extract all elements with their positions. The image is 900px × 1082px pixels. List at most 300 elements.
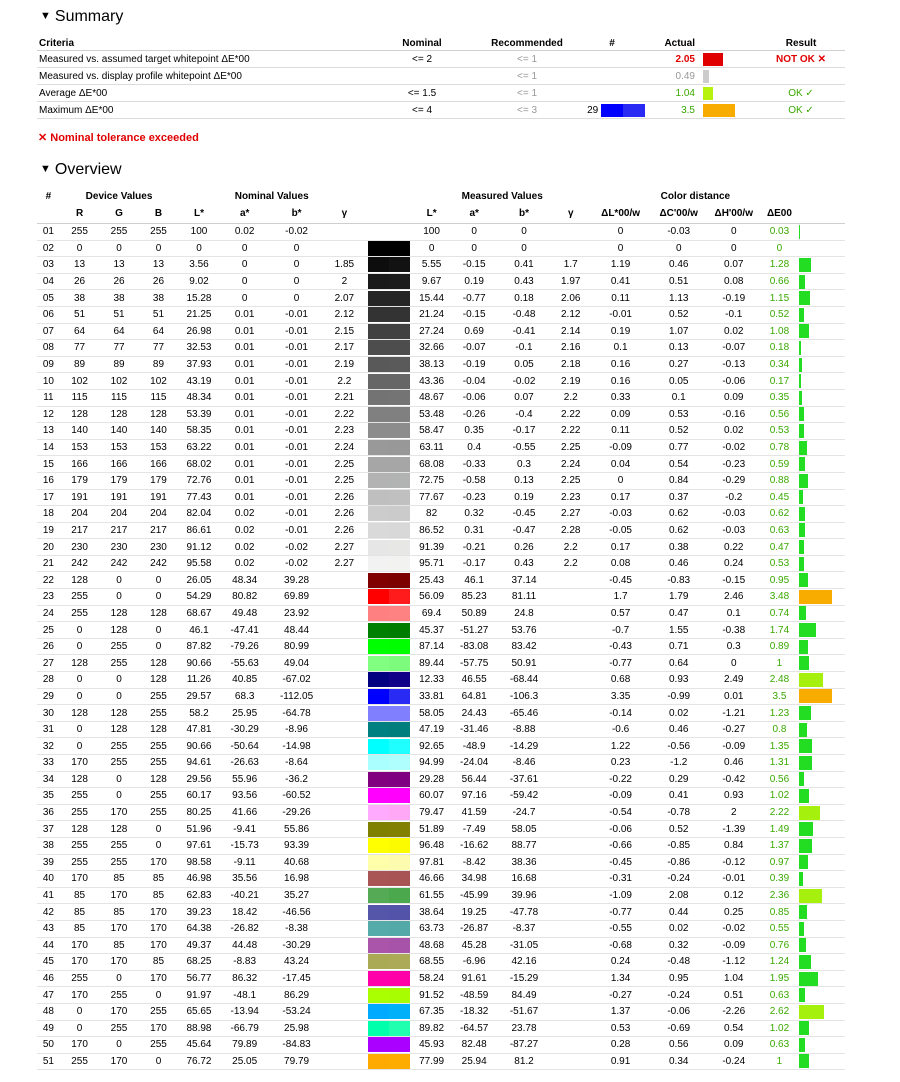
color-swatch-cell — [365, 373, 413, 390]
cell-a: 0 — [220, 290, 270, 307]
cell-mg — [550, 920, 592, 937]
color-swatch — [368, 374, 410, 389]
cell-b: -0.01 — [270, 373, 324, 390]
color-swatch — [368, 324, 410, 339]
cell-dL: -0.54 — [592, 804, 650, 821]
cell-g — [324, 1037, 366, 1054]
delta-e-bar — [799, 474, 807, 488]
cell-L: 58.2 — [178, 705, 220, 722]
table-row — [37, 1003, 845, 1020]
color-swatch-cell — [365, 1037, 413, 1054]
cell-mb: -0.4 — [498, 406, 550, 423]
cell-R: 140 — [60, 423, 99, 440]
cell-dC: 1.55 — [650, 622, 708, 639]
delta-e-bar-cell — [799, 472, 845, 489]
cell-mL: 61.55 — [413, 887, 450, 904]
count-cell — [577, 85, 647, 102]
cell-b: -64.78 — [270, 705, 324, 722]
table-row — [37, 970, 845, 987]
col-header: b* — [498, 203, 550, 224]
cell-dC: 0.02 — [650, 920, 708, 937]
cell-R: 0 — [60, 240, 99, 257]
overview-table — [37, 190, 845, 1070]
cell-G: 128 — [99, 605, 138, 622]
cell-dH: -0.38 — [708, 622, 760, 639]
cell-ma: 0 — [450, 240, 498, 257]
cell-G: 170 — [99, 804, 138, 821]
cell-b: -0.01 — [270, 323, 324, 340]
recommended-header: Recommended — [477, 36, 577, 51]
cell-dH: 0.93 — [708, 788, 760, 805]
cell-dH: -0.09 — [708, 937, 760, 954]
cell-dH: 0.46 — [708, 755, 760, 772]
cell-ma: -45.99 — [450, 887, 498, 904]
cell-dE: 0 — [760, 240, 799, 257]
cell-mb: 0 — [498, 224, 550, 241]
summary-table — [37, 36, 845, 119]
delta-e-bar-cell — [799, 373, 845, 390]
cell-L: 56.77 — [178, 970, 220, 987]
cell-R: 255 — [60, 970, 99, 987]
color-swatch — [368, 357, 410, 372]
cell-ma: -7.49 — [450, 821, 498, 838]
cell-n: 49 — [37, 1020, 60, 1037]
cell-dC: -0.24 — [650, 871, 708, 888]
criteria-header: Criteria — [37, 36, 367, 51]
cell-ma: 25.94 — [450, 1053, 498, 1070]
cell-B: 255 — [139, 1037, 178, 1054]
cell-mg — [550, 987, 592, 1004]
cell-L: 0 — [178, 240, 220, 257]
delta-e-bar-cell — [799, 323, 845, 340]
cell-a: 40.85 — [220, 672, 270, 689]
cell-B: 170 — [139, 854, 178, 871]
cell-n: 30 — [37, 705, 60, 722]
cell-dL: 1.37 — [592, 1003, 650, 1020]
cell-mL: 32.66 — [413, 340, 450, 357]
delta-e-bar-cell — [799, 920, 845, 937]
cell-dC: -1.2 — [650, 755, 708, 772]
cell-ma: 0 — [450, 224, 498, 241]
cell-G: 204 — [99, 506, 138, 523]
cell-G: 255 — [99, 987, 138, 1004]
color-swatch — [368, 706, 410, 721]
delta-e-bar — [799, 673, 823, 687]
cell-L: 94.61 — [178, 755, 220, 772]
cell-dC: 1.79 — [650, 589, 708, 606]
cell-B: 85 — [139, 887, 178, 904]
cell-G: 166 — [99, 456, 138, 473]
cell-dE: 0.63 — [760, 987, 799, 1004]
cell-mb: -0.47 — [498, 522, 550, 539]
cell-mL: 77.67 — [413, 489, 450, 506]
cell-a: 0.02 — [220, 539, 270, 556]
cell-b: -0.01 — [270, 306, 324, 323]
cell-b: 35.27 — [270, 887, 324, 904]
cell-n: 09 — [37, 356, 60, 373]
cell-R: 85 — [60, 887, 99, 904]
cell-dH: -1.12 — [708, 954, 760, 971]
cell-a: -79.26 — [220, 638, 270, 655]
cell-B: 179 — [139, 472, 178, 489]
num-header: # — [45, 191, 52, 202]
color-swatch-cell — [365, 406, 413, 423]
cell-mg — [550, 755, 592, 772]
cell-mL: 9.67 — [413, 273, 450, 290]
col-header: G — [99, 203, 138, 224]
cell-a: 0.01 — [220, 489, 270, 506]
delta-e-bar-cell — [799, 589, 845, 606]
cell-B: 242 — [139, 555, 178, 572]
cell-dC: 0 — [650, 240, 708, 257]
color-swatch-cell — [365, 224, 413, 241]
cell-dC: -0.86 — [650, 854, 708, 871]
cell-a: -66.79 — [220, 1020, 270, 1037]
cell-ma: -8.42 — [450, 854, 498, 871]
cell-L: 68.25 — [178, 954, 220, 971]
cell-ma: -26.87 — [450, 920, 498, 937]
cell-L: 100 — [178, 224, 220, 241]
delta-e-bar-cell — [799, 638, 845, 655]
color-swatch — [368, 838, 410, 853]
cell-b: 25.98 — [270, 1020, 324, 1037]
cell-b: -8.64 — [270, 755, 324, 772]
cell-a: 0 — [220, 257, 270, 274]
cell-R: 128 — [60, 821, 99, 838]
color-swatch-cell — [365, 555, 413, 572]
cell-R: 166 — [60, 456, 99, 473]
count-cell: 29 — [577, 102, 647, 119]
color-swatch-cell — [365, 672, 413, 689]
cell-n: 50 — [37, 1037, 60, 1054]
cell-mL: 48.67 — [413, 389, 450, 406]
cell-a: 79.89 — [220, 1037, 270, 1054]
cell-G: 242 — [99, 555, 138, 572]
cell-G: 115 — [99, 389, 138, 406]
cell-mg: 1.97 — [550, 273, 592, 290]
color-swatch — [368, 606, 410, 621]
cell-dL: 3.35 — [592, 688, 650, 705]
cell-mb: 0.13 — [498, 472, 550, 489]
cell-B: 255 — [139, 755, 178, 772]
cell-dE: 0.53 — [760, 423, 799, 440]
cell-b: -0.02 — [270, 539, 324, 556]
cell-G: 0 — [99, 572, 138, 589]
cell-mb: 24.8 — [498, 605, 550, 622]
cell-b: -60.52 — [270, 788, 324, 805]
cell-n: 22 — [37, 572, 60, 589]
cell-G: 170 — [99, 1003, 138, 1020]
cell-dC: 0.52 — [650, 306, 708, 323]
cell-B: 0 — [139, 572, 178, 589]
summary-section-title[interactable]: ▼ Summary — [40, 8, 124, 25]
color-swatch — [368, 340, 410, 355]
cell-n: 32 — [37, 738, 60, 755]
color-swatch — [368, 672, 410, 687]
cell-dL: 0.09 — [592, 406, 650, 423]
cell-mb: 81.11 — [498, 589, 550, 606]
delta-e-bar-cell — [799, 804, 845, 821]
cell-L: 82.04 — [178, 506, 220, 523]
cell-mb: -59.42 — [498, 788, 550, 805]
table-row — [37, 871, 845, 888]
color-swatch-cell — [365, 1020, 413, 1037]
overview-section-title[interactable]: ▼ Overview — [40, 161, 122, 178]
actual-cell: 1.04 — [647, 85, 697, 102]
cell-L: 3.56 — [178, 257, 220, 274]
cell-dL: 0.19 — [592, 323, 650, 340]
col-header: R — [60, 203, 99, 224]
cell-R: 217 — [60, 522, 99, 539]
cell-ma: -0.15 — [450, 306, 498, 323]
color-swatch — [368, 589, 410, 604]
cell-n: 46 — [37, 970, 60, 987]
cell-n: 34 — [37, 771, 60, 788]
color-swatch — [368, 988, 410, 1003]
cell-L: 48.34 — [178, 389, 220, 406]
cell-mb: -31.05 — [498, 937, 550, 954]
cell-ma: -0.19 — [450, 356, 498, 373]
color-swatch-cell — [365, 273, 413, 290]
delta-e-bar-cell — [799, 555, 845, 572]
color-swatch-cell — [365, 290, 413, 307]
cell-B: 170 — [139, 970, 178, 987]
cell-B: 128 — [139, 655, 178, 672]
cell-B: 255 — [139, 804, 178, 821]
cell-B: 13 — [139, 257, 178, 274]
cell-R: 102 — [60, 373, 99, 390]
col-header: ΔE00 — [760, 203, 799, 224]
cell-b: 69.89 — [270, 589, 324, 606]
cell-dC: 0.29 — [650, 771, 708, 788]
cell-ma: -0.15 — [450, 257, 498, 274]
cell-ma: -0.06 — [450, 389, 498, 406]
table-row — [37, 1053, 845, 1070]
cell-g: 1.85 — [324, 257, 366, 274]
cell-B: 204 — [139, 506, 178, 523]
collapse-triangle-icon[interactable]: ▼ — [40, 10, 51, 22]
cell-a: 0 — [220, 273, 270, 290]
cell-g: 2.2 — [324, 373, 366, 390]
cell-g — [324, 655, 366, 672]
recommended-cell: <= 1 — [477, 68, 577, 85]
cell-ma: -0.07 — [450, 340, 498, 357]
table-row — [37, 804, 845, 821]
cell-ma: 97.16 — [450, 788, 498, 805]
cell-mL: 89.82 — [413, 1020, 450, 1037]
cell-dH: -0.19 — [708, 290, 760, 307]
cell-b: -0.01 — [270, 439, 324, 456]
cell-dL: -0.01 — [592, 306, 650, 323]
table-row — [37, 373, 845, 390]
cell-mb: 37.14 — [498, 572, 550, 589]
cell-mL: 46.66 — [413, 871, 450, 888]
cell-mL: 43.36 — [413, 373, 450, 390]
color-swatch-cell — [365, 705, 413, 722]
cell-mg: 2.2 — [550, 389, 592, 406]
cell-R: 255 — [60, 224, 99, 241]
table-row — [37, 257, 845, 274]
color-swatch — [368, 921, 410, 936]
color-swatch-cell — [365, 506, 413, 523]
cell-n: 20 — [37, 539, 60, 556]
cell-a: -26.82 — [220, 920, 270, 937]
cell-R: 170 — [60, 1037, 99, 1054]
cell-dE: 1.02 — [760, 1020, 799, 1037]
cell-dC: 0.46 — [650, 721, 708, 738]
cell-L: 60.17 — [178, 788, 220, 805]
cell-g: 2.27 — [324, 539, 366, 556]
cell-mg — [550, 224, 592, 241]
cell-dL: 0.16 — [592, 373, 650, 390]
cell-a: 93.56 — [220, 788, 270, 805]
delta-e-bar — [799, 324, 809, 338]
cell-n: 38 — [37, 837, 60, 854]
cell-n: 05 — [37, 290, 60, 307]
cell-R: 170 — [60, 871, 99, 888]
color-swatch-cell — [365, 638, 413, 655]
cell-mL: 63.73 — [413, 920, 450, 937]
delta-e-bar-cell — [799, 771, 845, 788]
cell-dE: 1.31 — [760, 755, 799, 772]
cell-G: 85 — [99, 871, 138, 888]
cell-L: 32.53 — [178, 340, 220, 357]
cell-mg — [550, 970, 592, 987]
delta-e-bar — [799, 706, 811, 720]
cell-dL: -0.77 — [592, 904, 650, 921]
cell-n: 16 — [37, 472, 60, 489]
color-swatch — [368, 407, 410, 422]
cell-mb: -24.7 — [498, 804, 550, 821]
cell-G: 191 — [99, 489, 138, 506]
cell-n: 21 — [37, 555, 60, 572]
patch-swatch — [601, 104, 623, 117]
delta-e-bar — [799, 772, 804, 786]
cell-dH: -0.29 — [708, 472, 760, 489]
cell-G: 51 — [99, 306, 138, 323]
delta-e-bar — [799, 391, 802, 405]
delta-e-bar-cell — [799, 788, 845, 805]
table-row — [37, 439, 845, 456]
color-swatch — [368, 772, 410, 787]
cell-G: 89 — [99, 356, 138, 373]
cell-n: 15 — [37, 456, 60, 473]
cell-n: 14 — [37, 439, 60, 456]
cell-b: 0 — [270, 273, 324, 290]
cell-dL: 0.17 — [592, 489, 650, 506]
cell-g — [324, 672, 366, 689]
cell-g: 2.07 — [324, 290, 366, 307]
cell-mb: -47.78 — [498, 904, 550, 921]
cell-R: 153 — [60, 439, 99, 456]
cell-dL: -0.55 — [592, 920, 650, 937]
cell-dL: 0.28 — [592, 1037, 650, 1054]
cell-n: 17 — [37, 489, 60, 506]
cell-ma: 0.35 — [450, 423, 498, 440]
table-row — [37, 290, 845, 307]
actual-swatch — [703, 53, 723, 66]
cell-b: -0.01 — [270, 423, 324, 440]
cell-dE: 1.23 — [760, 705, 799, 722]
color-swatch-cell — [365, 605, 413, 622]
color-swatch-cell — [365, 323, 413, 340]
delta-e-bar — [799, 789, 809, 803]
cell-dH: 0.22 — [708, 539, 760, 556]
cell-mg: 2.22 — [550, 423, 592, 440]
cell-R: 170 — [60, 987, 99, 1004]
cell-ma: 0.4 — [450, 439, 498, 456]
collapse-triangle-icon[interactable]: ▼ — [40, 163, 51, 175]
cell-dE: 0.66 — [760, 273, 799, 290]
cell-mg: 2.22 — [550, 406, 592, 423]
cell-L: 15.28 — [178, 290, 220, 307]
cell-B: 255 — [139, 224, 178, 241]
summary-row — [37, 85, 845, 102]
cell-mg — [550, 240, 592, 257]
cell-dC: 0.1 — [650, 389, 708, 406]
cell-mb: -0.48 — [498, 306, 550, 323]
color-swatch-cell — [365, 837, 413, 854]
cell-a: 55.96 — [220, 771, 270, 788]
cell-a: 0.01 — [220, 323, 270, 340]
cell-L: 9.02 — [178, 273, 220, 290]
cell-dL: -0.03 — [592, 506, 650, 523]
cell-mL: 58.24 — [413, 970, 450, 987]
cell-b: -0.01 — [270, 356, 324, 373]
cell-a: -48.1 — [220, 987, 270, 1004]
cell-mb: 0.05 — [498, 356, 550, 373]
cell-L: 64.38 — [178, 920, 220, 937]
cell-mL: 47.19 — [413, 721, 450, 738]
cell-B: 153 — [139, 439, 178, 456]
cell-dL: 0.41 — [592, 273, 650, 290]
table-row — [37, 273, 845, 290]
delta-e-bar — [799, 1054, 809, 1068]
cell-L: 47.81 — [178, 721, 220, 738]
cell-L: 80.25 — [178, 804, 220, 821]
delta-e-bar — [799, 972, 818, 986]
cell-a: 0.01 — [220, 472, 270, 489]
cell-L: 29.56 — [178, 771, 220, 788]
actual-cell: 3.5 — [647, 102, 697, 119]
table-row — [37, 1037, 845, 1054]
cell-g — [324, 738, 366, 755]
delta-e-bar — [799, 855, 808, 869]
cell-g — [324, 837, 366, 854]
table-row — [37, 224, 845, 241]
cell-mL: 67.35 — [413, 1003, 450, 1020]
cell-dE: 1.28 — [760, 257, 799, 274]
delta-e-bar — [799, 640, 808, 654]
cell-G: 128 — [99, 721, 138, 738]
cell-mb: -0.55 — [498, 439, 550, 456]
cell-n: 47 — [37, 987, 60, 1004]
cell-dE: 3.48 — [760, 589, 799, 606]
cell-dE: 0.55 — [760, 920, 799, 937]
cell-G: 85 — [99, 937, 138, 954]
table-row — [37, 423, 845, 440]
cell-g — [324, 638, 366, 655]
cell-dE: 0.78 — [760, 439, 799, 456]
cell-mb: 38.36 — [498, 854, 550, 871]
cell-dL: 0.57 — [592, 605, 650, 622]
delta-e-bar — [799, 374, 801, 388]
cell-mg — [550, 954, 592, 971]
cell-G: 170 — [99, 954, 138, 971]
cell-mb: -14.29 — [498, 738, 550, 755]
delta-e-bar-cell — [799, 738, 845, 755]
cell-R: 0 — [60, 688, 99, 705]
